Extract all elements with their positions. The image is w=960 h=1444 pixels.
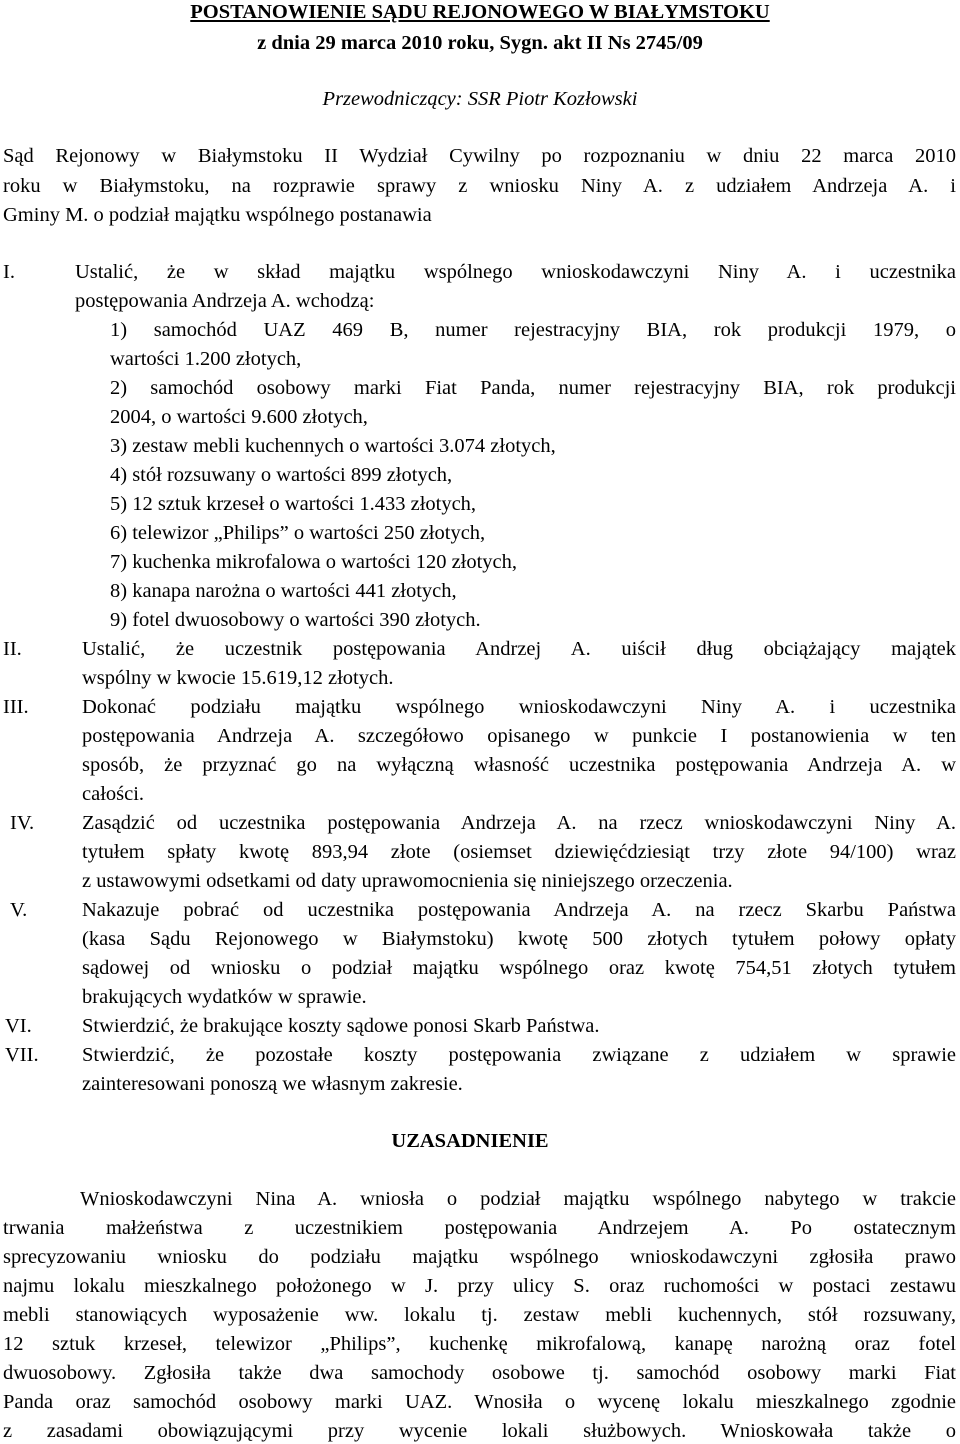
point-5-line-1: Nakazuje pobrać od uczestnika postępowania Andrzeja A. na rzecz Skarbu Państwa [82, 899, 956, 921]
point-1-item: 8) kanapa narożna o wartości 441 złotych, [110, 580, 457, 602]
chair-line: Przewodniczący: SSR Piotr Kozłowski [322, 88, 638, 110]
point-5-line-3: sądowej od wniosku o podział majątku wspólnego oraz kwotę 754,51 złotych tytułem [82, 957, 956, 979]
point-1-item: 4) stół rozsuwany o wartości 899 złotych, [110, 464, 453, 486]
justification-line: z zasadami obowiązującymi przy wycenie lokali służbowych. Wnioskowała także o [3, 1420, 956, 1442]
point-3-line-2: postępowania Andrzeja A. szczegółowo opisanego w punkcie I postanowienia w ten [82, 725, 956, 747]
point-1-item: 2) samochód osobowy marki Fiat Panda, numer rejestracyjny BIA, rok produkcji [110, 377, 956, 399]
point-4-line-2: tytułem spłaty kwotę 893,94 złote (osiemset dziewięćdziesiąt trzy złote 94/100) wraz [82, 841, 956, 863]
point-1-item: 2004, o wartości 9.600 złotych, [110, 406, 368, 428]
intro-line-1: Sąd Rejonowy w Białymstoku II Wydział Cywilny po rozpoznaniu w dniu 22 marca 2010 [3, 145, 956, 167]
point-1-item: 5) 12 sztuk krzeseł o wartości 1.433 złotych, [110, 493, 477, 515]
point-2-line-2: wspólny w kwocie 15.619,12 złotych. [82, 667, 394, 689]
document-title: POSTANOWIENIE SĄDU REJONOWEGO W BIAŁYMSTOKU [190, 1, 770, 23]
point-6-line-1: Stwierdzić, że brakujące koszty sądowe ponosi Skarb Państwa. [82, 1015, 600, 1037]
point-numeral-3: III. [3, 696, 29, 718]
point-numeral-5: V. [10, 899, 28, 921]
point-1-item: 6) telewizor „Philips” o wartości 250 złotych, [110, 522, 486, 544]
point-numeral-7: VII. [5, 1044, 39, 1066]
point-1-item: 7) kuchenka mikrofalowa o wartości 120 złotych, [110, 551, 518, 573]
justification-line: Wnioskodawczyni Nina A. wniosła o podział majątku wspólnego nabytego w trakcie [80, 1188, 956, 1210]
intro-line-2: roku w Białymstoku, na rozprawie sprawy z wniosku Niny A. z udziałem Andrzeja A. i [3, 175, 956, 197]
point-4-line-3: z ustawowymi odsetkami od daty uprawomocnienia się niniejszego orzeczenia. [82, 870, 733, 892]
justification-line: sprecyzowaniu wniosku do podziału majątku wspólnego wnioskodawczyni zgłosiła prawo [3, 1246, 956, 1268]
justification-line: Panda oraz samochód osobowy marki UAZ. Wnosiła o wycenę lokalu mieszkalnego zgodnie [3, 1391, 956, 1413]
point-1-item: 9) fotel dwuosobowy o wartości 390 złotych. [110, 609, 481, 631]
point-1-item: 1) samochód UAZ 469 B, numer rejestracyjny BIA, rok produkcji 1979, o [110, 319, 956, 341]
point-1-line-1: Ustalić, że w skład majątku wspólnego wnioskodawczyni Niny A. i uczestnika [75, 261, 956, 283]
point-numeral-2: II. [3, 638, 22, 660]
justification-line: mebli stanowiących wyposażenie ww. lokalu tj. zestaw mebli kuchennych, stół rozsuwany, [3, 1304, 956, 1326]
document-subtitle: z dnia 29 marca 2010 roku, Sygn. akt II Ns 2745/09 [257, 32, 703, 54]
point-7-line-2: zainteresowani ponoszą we własnym zakresie. [82, 1073, 463, 1095]
justification-line: dwuosobowy. Zgłosiła także dwa samochody osobowe tj. samochód osobowy marki Fiat [3, 1362, 956, 1384]
justification-line: najmu lokalu mieszkalnego położonego w J. przy ulicy S. oraz ruchomości w postaci zestawu [3, 1275, 956, 1297]
point-3-line-1: Dokonać podziału majątku wspólnego wnioskodawczyni Niny A. i uczestnika [82, 696, 956, 718]
point-4-line-1: Zasądzić od uczestnika postępowania Andrzeja A. na rzecz wnioskodawczyni Niny A. [82, 812, 956, 834]
point-3-line-3: sposób, że przyznać go na wyłączną własność uczestnika postępowania Andrzeja A. w [82, 754, 956, 776]
point-5-line-2: (kasa Sądu Rejonowego w Białymstoku) kwotę 500 złotych tytułem połowy opłaty [82, 928, 956, 950]
point-7-line-1: Stwierdzić, że pozostałe koszty postępowania związane z udziałem w sprawie [82, 1044, 956, 1066]
justification-line: trwania małżeństwa z uczestnikiem postępowania Andrzejem A. Po ostatecznym [3, 1217, 956, 1239]
point-1-line-2: postępowania Andrzeja A. wchodzą: [75, 290, 375, 312]
point-5-line-4: brakujących wydatków w sprawie. [82, 986, 367, 1008]
point-3-line-4: całości. [82, 783, 145, 805]
point-2-line-1: Ustalić, że uczestnik postępowania Andrzej A. uiścił dług obciążający majątek [82, 638, 956, 660]
justification-line: 12 sztuk krzeseł, telewizor „Philips”, kuchenkę mikrofalową, kanapę narożną oraz fotel [3, 1333, 956, 1355]
point-numeral-6: VI. [5, 1015, 32, 1037]
point-numeral-4: IV. [10, 812, 35, 834]
point-1-item: wartości 1.200 złotych, [110, 348, 302, 370]
point-numeral-1: I. [3, 261, 15, 283]
intro-line-3: Gminy M. o podział majątku wspólnego postanawia [3, 204, 432, 226]
point-1-item: 3) zestaw mebli kuchennych o wartości 3.074 złotych, [110, 435, 556, 457]
justification-heading: UZASADNIENIE [391, 1130, 549, 1152]
